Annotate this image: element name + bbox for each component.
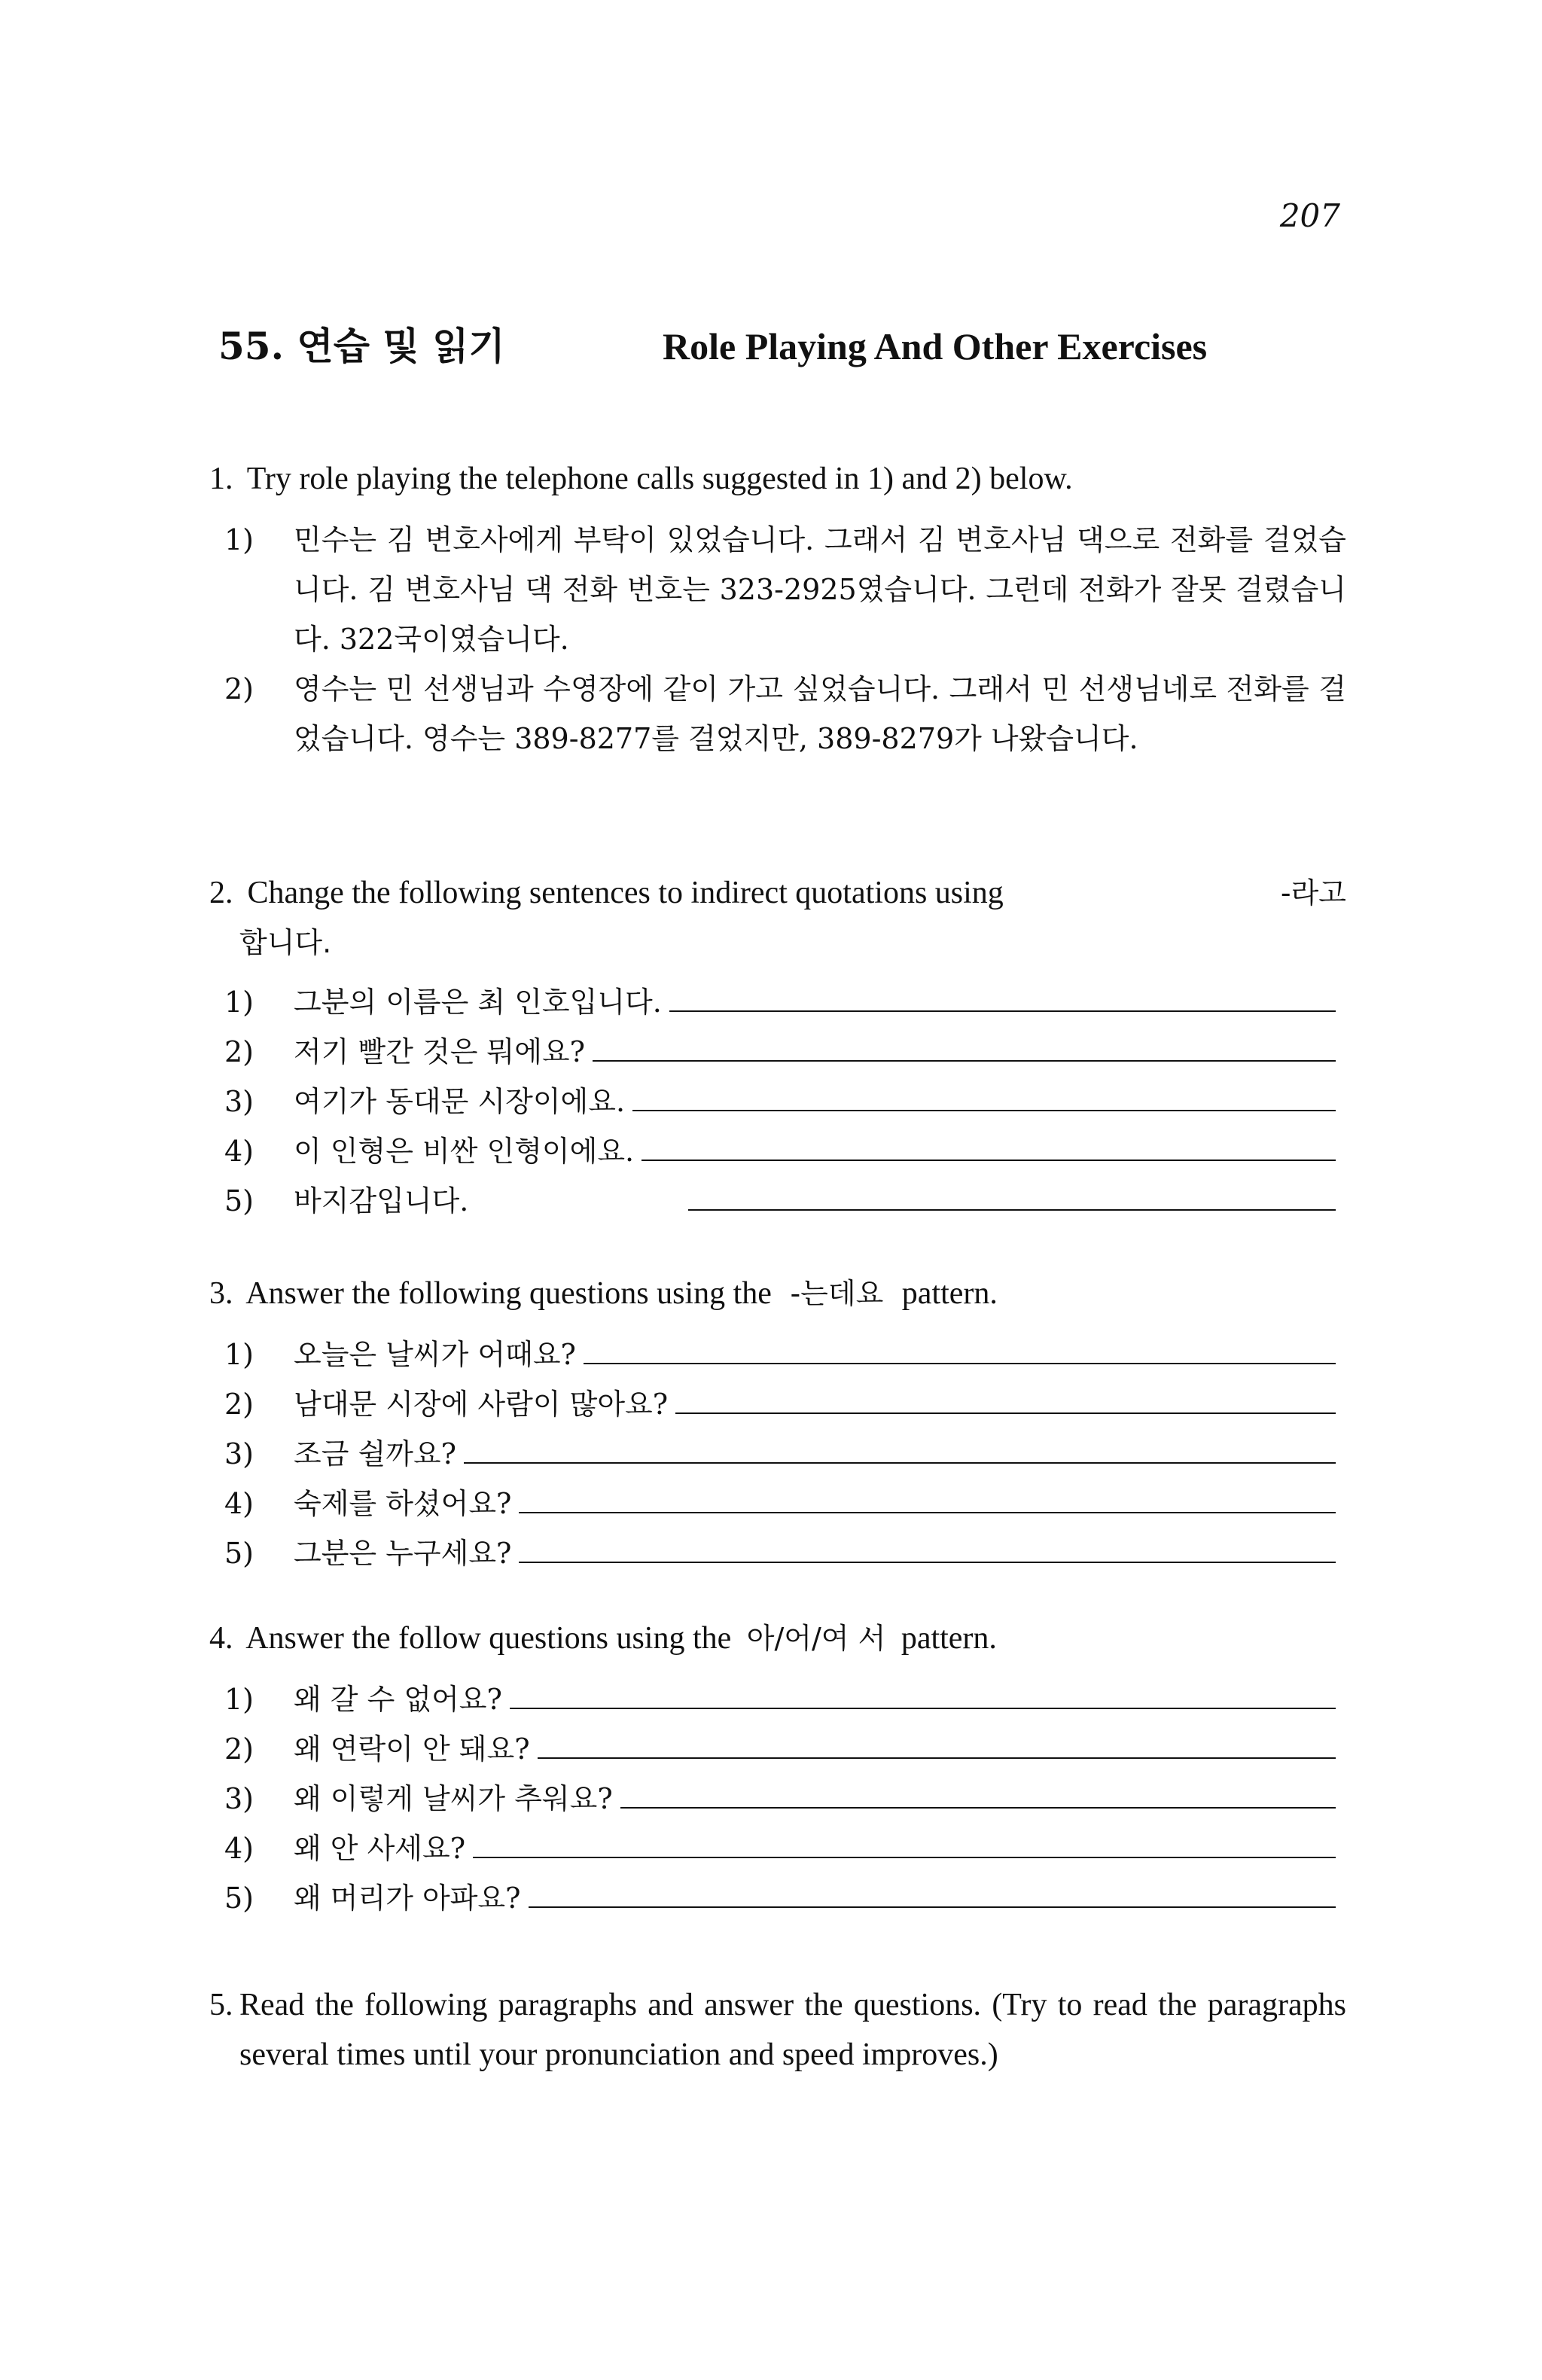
item-text: 왜 안 사세요? (294, 1832, 466, 1865)
answer-blank[interactable] (519, 1489, 1336, 1513)
exercise-1-instruction (209, 453, 1346, 504)
exercise-5-text: Read the following paragraphs and answer the questions. (Try to read the paragraphs several times until your pronunciation and speed improves.) (239, 1988, 1346, 2072)
exercise-2-title-continued: 합니다. (239, 926, 332, 959)
exercise-4 (209, 1613, 1346, 1923)
exercise-4-korean-pattern: 아/어/여 서 (746, 1622, 886, 1655)
item-number: 2) (224, 1732, 254, 1766)
exercise-number: 3. (209, 1276, 233, 1311)
item-number: 3) (224, 1782, 254, 1815)
list-item (224, 1027, 1346, 1077)
answer-blank[interactable] (675, 1390, 1336, 1414)
answer-blank[interactable] (584, 1340, 1336, 1364)
list-item (224, 1176, 1346, 1226)
page-number: 207 (1279, 197, 1340, 234)
exercise-number: 1. (209, 462, 233, 496)
answer-blank[interactable] (464, 1440, 1336, 1464)
exercise-1 (209, 453, 1346, 763)
exercise-2-korean-pattern: -라고 (1280, 876, 1346, 910)
answer-blank[interactable] (688, 1187, 1336, 1211)
list-item (224, 1774, 1346, 1824)
exercise-3-title: Answer the following questions using the (245, 1276, 772, 1311)
exercise-2-items (209, 977, 1346, 1226)
item-number: 2) (224, 1388, 254, 1421)
chapter-title-korean: 55. 연습 및 읽기 (218, 324, 505, 368)
item-text: 왜 이렇게 날씨가 추워요? (294, 1782, 613, 1815)
item-number: 5) (224, 1882, 254, 1915)
item-number: 2) (224, 1035, 254, 1068)
list-item (224, 1824, 1346, 1873)
item-number: 1) (224, 1338, 254, 1371)
exercise-2-title: Change the following sentences to indirect quotations using (247, 876, 1004, 910)
exercise-4-title: Answer the follow questions using the (245, 1621, 732, 1656)
exercise-4-title-end: pattern. (901, 1621, 997, 1656)
exercise-3-title-end: pattern. (901, 1276, 998, 1311)
list-item (224, 515, 1346, 664)
item-number: 2) (224, 672, 254, 705)
exercise-5-instruction (209, 1980, 1346, 2080)
exercise-2 (209, 867, 1346, 1226)
answer-blank[interactable] (538, 1735, 1336, 1759)
exercise-2-instruction (209, 867, 1346, 919)
item-number: 3) (224, 1437, 254, 1470)
item-text: 여기가 동대문 시장이에요. (294, 1085, 626, 1118)
exercise-3-instruction (209, 1268, 1346, 1319)
exercise-1-title: Try role playing the telephone calls suggested in 1) and 2) below. (246, 462, 1073, 496)
exercise-5 (209, 1980, 1346, 2080)
item-text: 오늘은 날씨가 어때요? (294, 1338, 576, 1371)
exercise-1-items (209, 515, 1346, 763)
list-item (224, 1077, 1346, 1126)
list-item (224, 1379, 1346, 1429)
item-number: 4) (224, 1487, 254, 1520)
exercise-4-items (209, 1675, 1346, 1923)
exercise-number: 2. (209, 876, 233, 910)
item-text: 바지감입니다. (294, 1184, 469, 1217)
list-item (224, 664, 1346, 763)
answer-blank[interactable] (632, 1087, 1336, 1111)
item-text: 이 인형은 비싼 인형이에요. (294, 1135, 635, 1168)
exercise-4-instruction (209, 1613, 1346, 1664)
list-item (224, 1126, 1346, 1176)
item-text: 저기 빨간 것은 뭐에요? (294, 1035, 585, 1068)
list-item (224, 1330, 1346, 1379)
item-text: 숙제를 하셨어요? (294, 1487, 512, 1520)
item-text: 남대문 시장에 사람이 많아요? (294, 1388, 669, 1421)
answer-blank[interactable] (510, 1685, 1336, 1709)
list-item (224, 1479, 1346, 1528)
item-number: 3) (224, 1085, 254, 1118)
item-text: 조금 쉴까요? (294, 1437, 456, 1470)
answer-blank[interactable] (473, 1834, 1336, 1858)
answer-blank[interactable] (669, 988, 1336, 1012)
list-item (224, 977, 1346, 1027)
item-number: 5) (224, 1184, 254, 1217)
item-text: 그분의 이름은 최 인호입니다. (294, 986, 662, 1019)
item-text: 민수는 김 변호사에게 부탁이 있었습니다. 그래서 김 변호사님 댁으로 전화를 걸었습니다. 김 변호사님 댁 전화 번호는 323-2925였습니다. 그런데 전화가 잘못 걸렸습니다. 322국이였습니다. (294, 523, 1346, 656)
chapter-header (218, 316, 1318, 370)
list-item (224, 1724, 1346, 1774)
answer-blank[interactable] (519, 1539, 1336, 1563)
exercise-3-korean-pattern: -는데요 (790, 1277, 884, 1310)
exercise-3-items (209, 1330, 1346, 1578)
list-item (224, 1675, 1346, 1724)
exercise-number: 5. (209, 1988, 233, 2022)
item-number: 1) (224, 1683, 254, 1716)
answer-blank[interactable] (641, 1137, 1336, 1161)
exercise-3 (209, 1268, 1346, 1578)
answer-blank[interactable] (593, 1038, 1336, 1062)
list-item (224, 1873, 1346, 1923)
item-number: 5) (224, 1537, 254, 1570)
exercise-number: 4. (209, 1621, 233, 1656)
item-text: 왜 머리가 아파요? (294, 1882, 521, 1915)
item-text: 왜 갈 수 없어요? (294, 1683, 502, 1716)
item-text: 영수는 민 선생님과 수영장에 같이 가고 싶었습니다. 그래서 민 선생님네로 전화를 걸었습니다. 영수는 389-8277를 걸었지만, 389-8279가 나왔습니다. (294, 672, 1346, 755)
list-item (224, 1429, 1346, 1479)
chapter-title-english: Role Playing And Other Exercises (663, 325, 1208, 367)
item-number: 1) (224, 523, 254, 556)
item-number: 1) (224, 986, 254, 1019)
item-text: 왜 연락이 안 돼요? (294, 1732, 530, 1766)
item-number: 4) (224, 1135, 254, 1168)
list-item (224, 1528, 1346, 1578)
item-number: 4) (224, 1832, 254, 1865)
item-text: 그분은 누구세요? (294, 1537, 512, 1570)
answer-blank[interactable] (620, 1784, 1336, 1809)
answer-blank[interactable] (529, 1884, 1336, 1908)
